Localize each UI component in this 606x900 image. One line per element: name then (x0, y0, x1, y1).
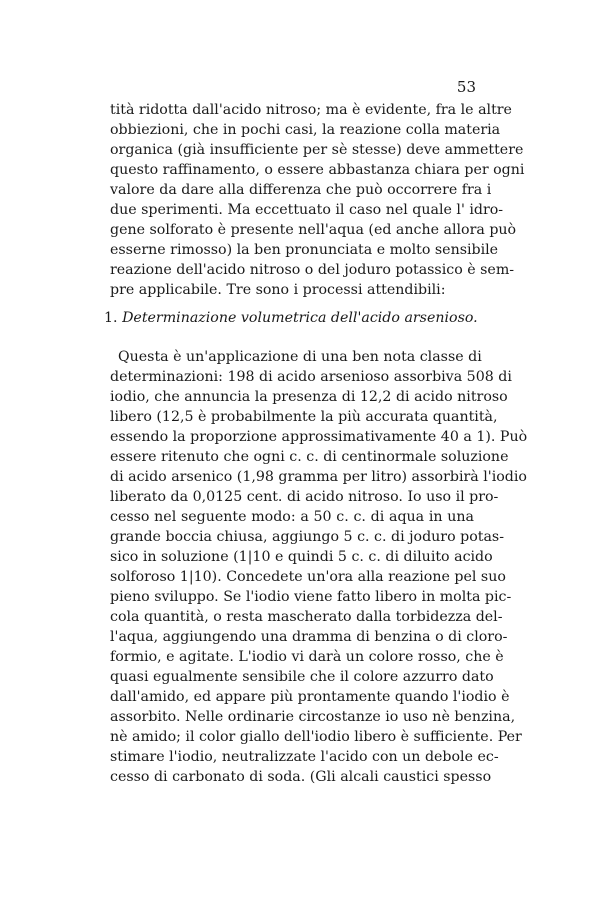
text-line: nè amido; il color giallo dell'iodio libero è sufficiente. Per (110, 729, 522, 745)
text-line: due sperimenti. Ma eccettuato il caso nel quale l' idro- (110, 202, 504, 218)
text-line: libero (12,5 è probabilmente la più accurata quantità, (110, 409, 498, 425)
text-line: assorbito. Nelle ordinarie circostanze io uso nè benzina, (110, 709, 516, 725)
text-line: liberato da 0,0125 cent. di acido nitroso. Io uso il pro- (110, 489, 499, 505)
text-line: cesso nel seguente modo: a 50 c. c. di aqua in una (110, 509, 474, 525)
text-line: di acido arsenico (1,98 gramma per litro) assorbirà l'iodio (110, 469, 527, 485)
text-line: essere ritenuto che ogni c. c. di centinormale soluzione (110, 449, 509, 465)
text-line: Questa è un'applicazione di una ben nota classe di (118, 349, 482, 365)
section-number: 1. (104, 310, 118, 326)
text-line: valore da dare alla differenza che può occorrere fra i (110, 182, 492, 198)
text-line: pieno sviluppo. Se l'iodio viene fatto libero in molta pic- (110, 589, 512, 605)
text-line: grande boccia chiusa, aggiungo 5 c. c. di joduro potas- (110, 529, 505, 545)
section-heading (104, 308, 484, 328)
text-line: solforoso 1|10). Concedete un'ora alla reazione pel suo (110, 569, 506, 585)
page-number: 53 (456, 78, 476, 96)
text-line: cola quantità, o resta mascherato dalla torbidezza del- (110, 609, 503, 625)
text-line: tità ridotta dall'acido nitroso; ma è evidente, fra le altre (110, 102, 512, 118)
text-line: gene solforato è presente nell'aqua (ed anche allora può (110, 222, 517, 238)
text-line: cesso di carbonato di soda. (Gli alcali caustici spesso (110, 769, 492, 785)
paragraph-2 (110, 347, 528, 787)
text-line: l'aqua, aggiungendo una dramma di benzina o di cloro- (110, 629, 508, 645)
text-line: obbiezioni, che in pochi casi, la reazione colla materia (110, 122, 501, 138)
text-line: determinazioni: 198 di acido arsenioso assorbiva 508 di (110, 369, 512, 385)
text-line: esserne rimosso) la ben pronunciata e molto sensibile (110, 242, 499, 258)
text-line: organica (già insufficiente per sè stesse) deve ammettere (110, 142, 524, 158)
paragraph-1 (110, 100, 525, 300)
text-line: iodio, che annuncia la presenza di 12,2 di acido nitroso (110, 389, 508, 405)
text-line: reazione dell'acido nitroso o del joduro potassico è sem- (110, 262, 515, 278)
text-line: quasi egualmente sensibile che il colore azzurro dato (110, 669, 494, 685)
text-line: dall'amido, ed appare più prontamente quando l'iodio è (110, 689, 510, 705)
text-line: questo raffinamento, o essere abbastanza chiara per ogni (110, 162, 525, 178)
text-line: essendo la proporzione approssimativamente 40 a 1). Può (110, 429, 528, 445)
text-line: sico in soluzione (1|10 e quindi 5 c. c. di diluito acido (110, 549, 493, 565)
section-title: Determinazione volumetrica dell'acido arsenioso. (122, 310, 478, 326)
text-line: stimare l'iodio, neutralizzate l'acido con un debole ec- (110, 749, 499, 765)
text-line: pre applicabile. Tre sono i processi attendibili: (110, 282, 446, 298)
text-line: formio, e agitate. L'iodio vi darà un colore rosso, che è (110, 649, 504, 665)
